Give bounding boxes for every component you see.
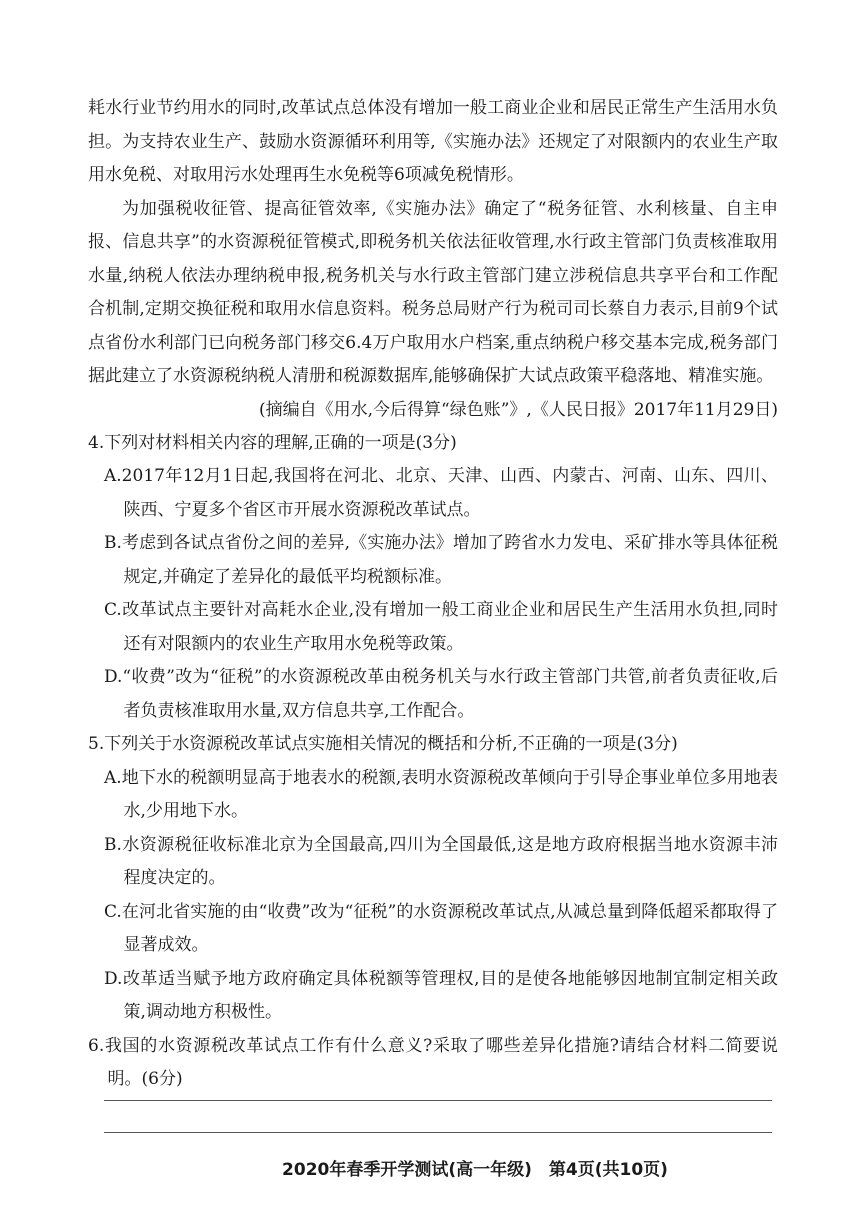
question-stem: 4.下列对材料相关内容的理解,正确的一项是(3分): [88, 432, 457, 453]
option-a: A.地下水的税额明显高于地表水的税额,表明水资源税改革倾向于引导企事业单位多用地表水,少用地下水。: [104, 767, 778, 821]
option-b: B.水资源税征收标准北京为全国最高,四川为全国最低,这是地方政府根据当地水资源丰沛程度决定的。: [104, 834, 778, 888]
option-d: D.“收费”改为“征税”的水资源税改革由税务机关与水行政主管部门共管,前者负责征收,后者负责核准取用水量,双方信息共享,工作配合。: [104, 667, 778, 721]
question-6: [88, 1030, 778, 1097]
passage-paragraph: 耗水行业节约用水的同时,改革试点总体没有增加一般工商业企业和居民正常生产生活用水负担。为支持农业生产、鼓励水资源循环利用等,《实施办法》还规定了对限额内的农业生产取用水免税、对取用污水处理再生水免税等6项减免税情形。: [88, 98, 778, 185]
option-d: D.改革适当赋予地方政府确定具体税额等管理权,目的是使各地能够因地制宜制定相关政策,调动地方积极性。: [104, 968, 778, 1022]
question-stem: 5.下列关于水资源税改革试点实施相关情况的概括和分析,不正确的一项是(3分): [88, 734, 678, 754]
passage-paragraph: 为加强税收征管、提高征管效率,《实施办法》确定了“税务征管、水利核量、自主申报、信息共享”的水资源税征管模式,即税务机关依法征收管理,水行政主管部门负责核准取用水量,纳税人依法办理纳税申报,税务机关与水行政主管部门建立涉税信息共享平台和工作配合机制,定期交换征税和取用水信息资料。税务总局财产行为税司司长蔡自力表示,目前9个试点省份水利部门已向税务部门移交6.4万户取用水户档案,重点纳税户移交基本完成,税务部门据此建立了水资源税纳税人清册和税源数据库,能够确保扩大试点政策平稳落地、精准实施。: [88, 198, 778, 386]
answer-line[interactable]: [104, 1100, 772, 1101]
option-c: C.改革试点主要针对高耗水企业,没有增加一般工商业企业和居民生产生活用水负担,同时还有对限额内的农业生产取用水免税等政策。: [104, 600, 778, 654]
answer-line[interactable]: [104, 1132, 772, 1133]
question-4: [88, 427, 778, 729]
question-5: [88, 728, 778, 1030]
option-b: B.考虑到各试点省份之间的差异,《实施办法》增加了跨省水力发电、采矿排水等具体征税规定,并确定了差异化的最低平均税额标准。: [104, 533, 778, 587]
page-content: [88, 92, 778, 1097]
source-citation: (摘编自《用水,今后得算“绿色账”》,《人民日报》2017年11月29日): [259, 399, 778, 420]
option-a: A.2017年12月1日起,我国将在河北、北京、天津、山西、内蒙古、河南、山东、四川、陕西、宁夏多个省区市开展水资源税改革试点。: [104, 466, 778, 520]
question-stem: 6.我国的水资源税改革试点工作有什么意义?采取了哪些差异化措施?请结合材料二简要说明。(6分): [88, 1035, 778, 1089]
page-footer: 2020年春季开学测试(高一年级) 第4页(共10页): [282, 1160, 668, 1180]
option-c: C.在河北省实施的由“收费”改为“征税”的水资源税改革试点,从减总量到降低超采都取得了显著成效。: [104, 901, 778, 955]
